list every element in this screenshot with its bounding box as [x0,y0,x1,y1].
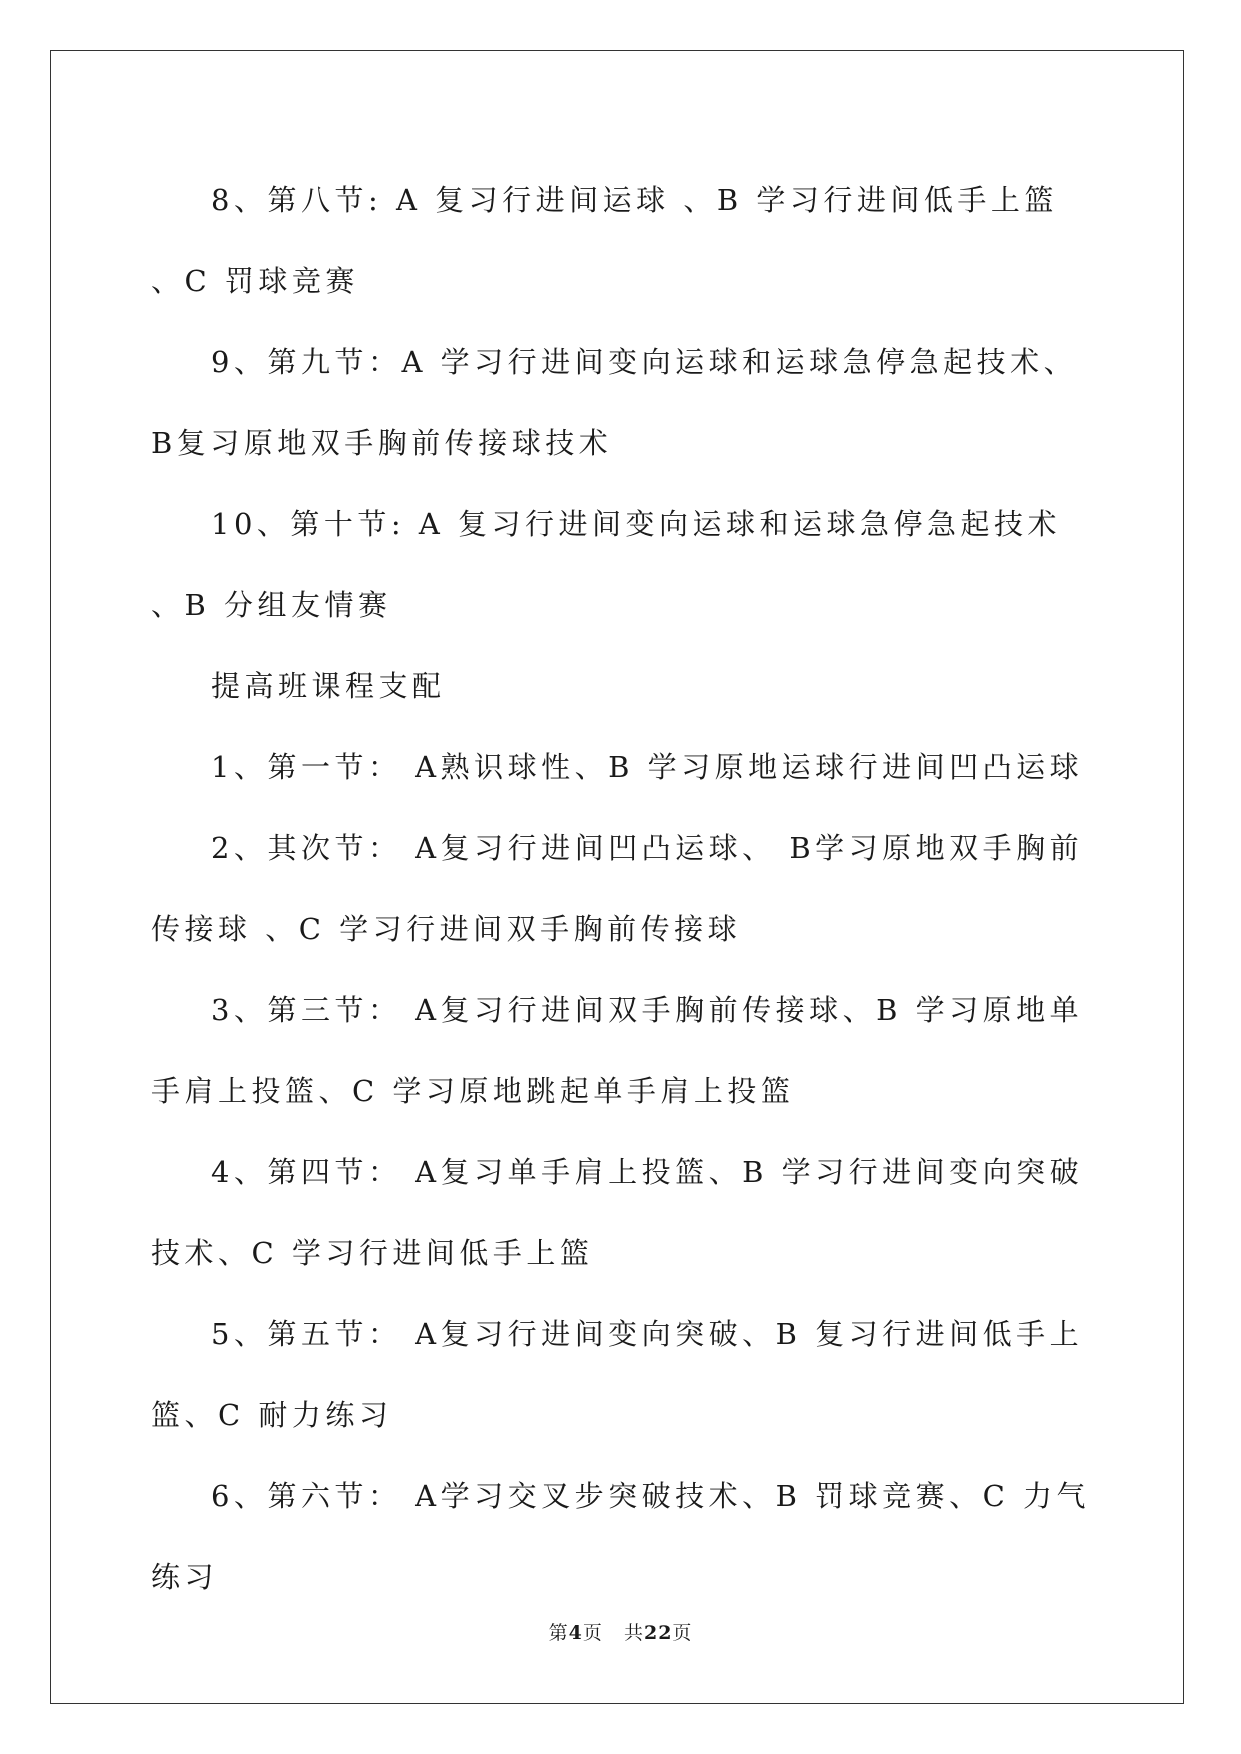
paragraph-advanced-lesson-5: 5、第五节： A复习行进间变向突破、B 复习行进间低手上篮、C 耐力练习 [151,1317,1084,1432]
paragraph-lesson-8: 8、第八节: A 复习行进间运球 、B 学习行进间低手上篮 、C 罚球竞赛 [151,183,1058,298]
total-pages: 22 [643,1622,673,1644]
paragraph-advanced-lesson-1: 1、第一节： A熟识球性、B 学习原地运球行进间凹凸运球 [211,750,1084,784]
page-number: 4 [568,1622,583,1644]
total-prefix: 共 [623,1622,644,1644]
paragraph-advanced-lesson-4: 4、第四节： A复习单手肩上投篮、B 学习行进间变向突破技术、C 学习行进间低手上篮 [151,1155,1084,1270]
page-footer [0,1618,1241,1645]
page-prefix: 第 [548,1622,569,1644]
total-suffix: 页 [672,1622,693,1644]
paragraph-lesson-10: 10、第十节: A 复习行进间变向运球和运球急停急起技术 、B 分组友情赛 [151,507,1062,622]
paragraph-advanced-lesson-2: 2、其次节： A复习行进间凹凸运球、 B学习原地双手胸前传接球 、C 学习行进间双手胸前传接球 [151,831,1084,946]
paragraph-lesson-9: 9、第九节：A 学习行进间变向运球和运球急停急起技术、 B复习原地双手胸前传接球技术 [151,345,1078,460]
section-heading-advanced-class: 提高班课程支配 [211,669,446,703]
paragraph-advanced-lesson-6: 6、第六节： A学习交叉步突破技术、B 罚球竞赛、C 力气练习 [151,1479,1091,1594]
page-suffix: 页 [582,1622,603,1644]
document-body [151,160,1091,1618]
paragraph-advanced-lesson-3: 3、第三节： A复习行进间双手胸前传接球、B 学习原地单手肩上投篮、C 学习原地跳起单手肩上投篮 [151,993,1084,1108]
